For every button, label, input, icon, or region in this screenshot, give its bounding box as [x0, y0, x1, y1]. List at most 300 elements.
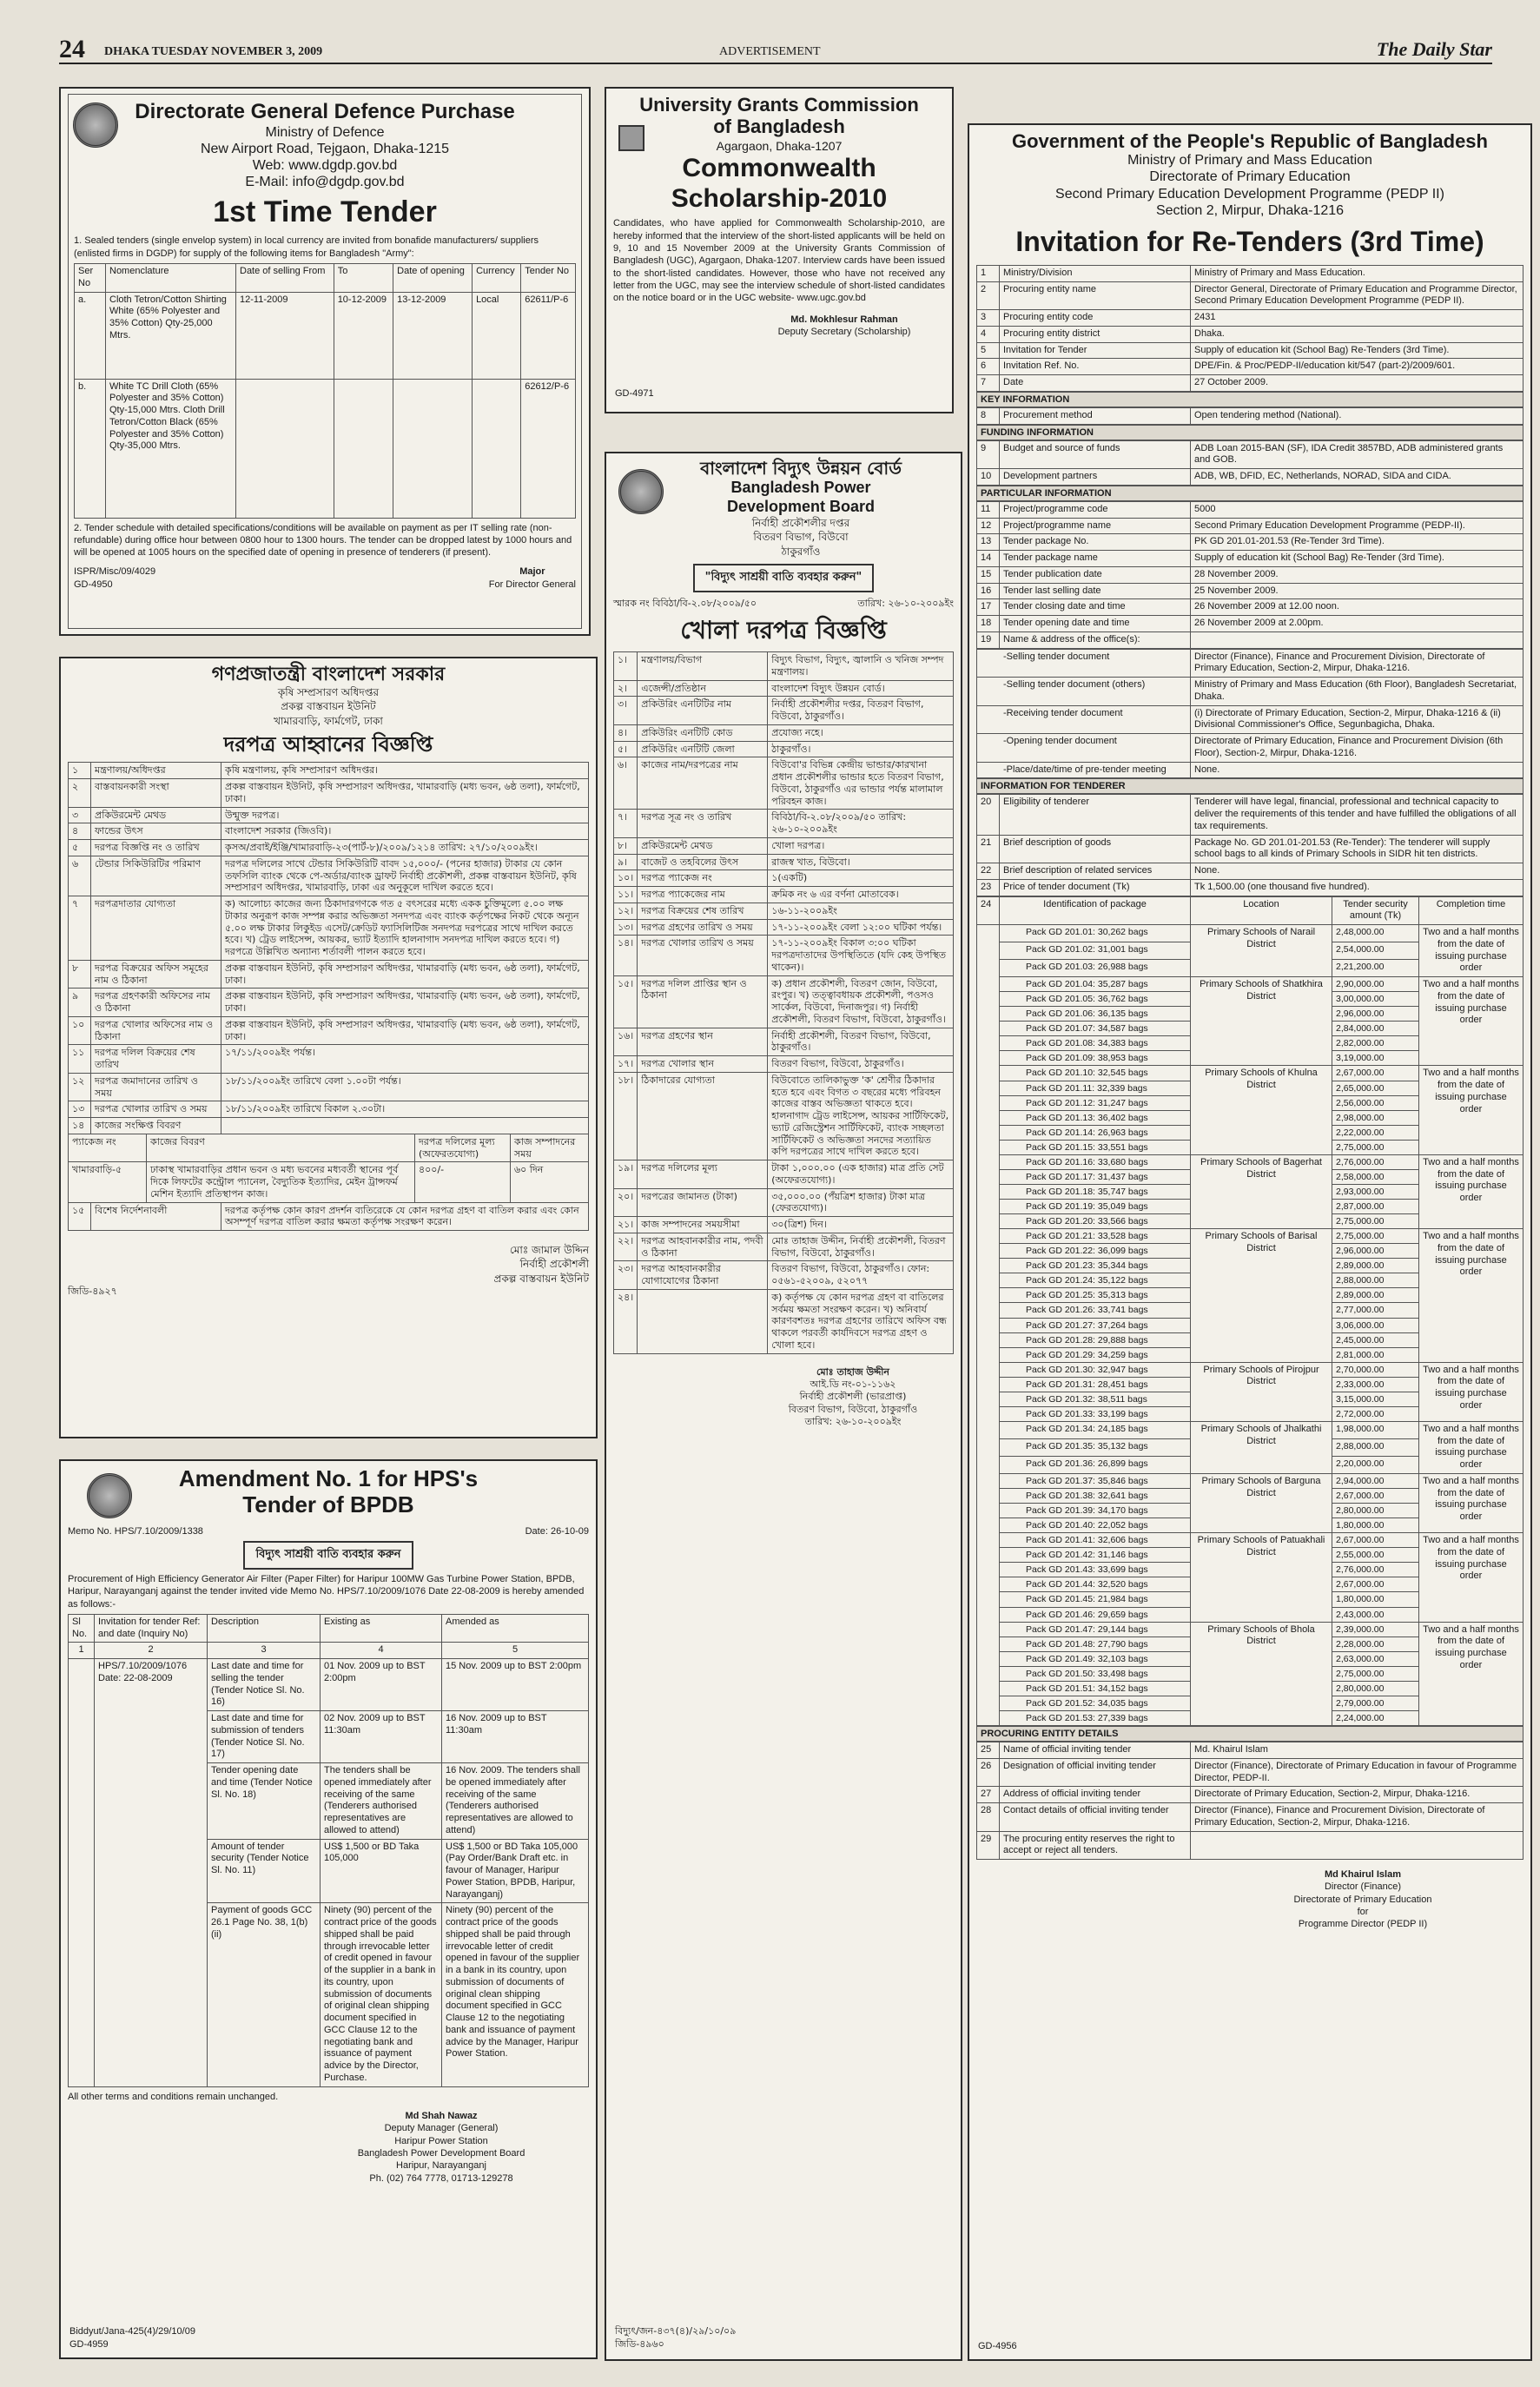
- cell: Pack GD 201.48: 27,790 bags: [1000, 1637, 1191, 1651]
- cell: -Place/date/time of pre-tender meeting: [977, 762, 1191, 778]
- cell: ১১: [69, 1045, 91, 1074]
- cell: ৬০ দিন: [511, 1162, 589, 1202]
- ugc-logo-icon: [618, 125, 644, 151]
- cell: 62612/P-6: [521, 379, 576, 518]
- cell: Two and a half months from the date of issuing purchase order: [1419, 1229, 1523, 1363]
- cell: ১৩।: [614, 919, 638, 936]
- cell: দরপত্র দলিলের সাথে টেন্ডার সিকিউরিটি বাবদ ১৫,০০০/- (পনের হাজার) টাকার যে কোন তফসিলি ব্যাংক থেকে পে-অর্ডার/ব্যাংক ড্রাফট নির্বাহী প্রকৌশলী, প্রকল্প বাস্তবায়ন ইউনিট, কৃষি সম্প্রসারণ অধিদপ্তর, খামারবাড়ি, ঢাকা এর অনুকূলে দাখিল করতে হবে।: [221, 856, 589, 896]
- cell: ১৭।: [614, 1056, 638, 1073]
- cell: বাংলাদেশ বিদ্যুৎ উন্নয়ন বোর্ড।: [768, 680, 954, 697]
- table-row: [614, 1233, 954, 1261]
- cell: ১৯।: [614, 1160, 638, 1189]
- cell: নির্বাহী প্রকৌশলীর দপ্তর, বিতরণ বিভাগ, বিউবো, ঠাকুরগাঁও।: [768, 697, 954, 725]
- bpdb-sub2: বিতরণ বিভাগ, বিউবো: [753, 531, 849, 544]
- cell: দরপত্র খোলার তারিখ ও সময়: [638, 936, 768, 975]
- cell: (i) Directorate of Primary Education, Section-2, Mirpur, Dhaka-1216 & (ii) Divisional Commissioner's Office, Segunbagicha, Dhaka.: [1191, 705, 1523, 734]
- agri-work-col: কাজ সম্পাদনের সময়: [511, 1134, 589, 1162]
- table-row: [977, 1533, 1523, 1548]
- cell: প্রকিউরমেন্ট মেথড: [91, 807, 221, 823]
- cell: Director (Finance), Directorate of Primary Education in favour of Programme Director, PEDP-II.: [1191, 1758, 1523, 1787]
- cell: 2,58,000.00: [1332, 1169, 1419, 1184]
- cell: Open tendering method (National).: [1191, 407, 1523, 424]
- table-row: [614, 1289, 954, 1353]
- table-row: [69, 1045, 589, 1074]
- cell: বিতরণ বিভাগ, বিউবো, ঠাকুরগাঁও। ফোন: ০৫৬১-৫২০০৯, ৫২০৭৭: [768, 1261, 954, 1290]
- cell: দরপত্র গ্রহণের তারিখ ও সময়: [638, 919, 768, 936]
- bpdb-logo-icon: [618, 469, 664, 514]
- table-row: [977, 407, 1523, 424]
- table-row: [977, 1758, 1523, 1787]
- dgdp-note: 2. Tender schedule with detailed specifications/conditions will be available on payment as per IT selling rate (non-refundable) during office hour between 0800 hour to 1300 hours. The tender can be dropped latest by 1000 hours and will be opened at 1005 hours on the specified date of opening in presence of tenderers (if present).: [74, 522, 572, 559]
- cell: দরপত্র গ্রহণের স্থান: [638, 1028, 768, 1056]
- cell: 29: [977, 1831, 1000, 1860]
- ugc-headline2: Scholarship-2010: [671, 183, 888, 213]
- ugc-title2: of Bangladesh: [713, 116, 845, 138]
- agri-title: গণপ্রজাতন্ত্রী বাংলাদেশ সরকার: [211, 664, 446, 685]
- cell: ক) কর্তৃপক্ষ যে কোন দরপত্র গ্রহণ বা বাতিলের সর্বময় ক্ষমতা সংরক্ষণ করেন। খ) অনিবার্য কারণবশতঃ দরপত্র গ্রহণের তারিখে অফিস বন্ধ থাকলে পরবর্তী কার্যদিবসে দরপত্র গ্রহণ ও খোলা হবে।: [768, 1289, 954, 1353]
- cell: 9: [977, 440, 1000, 469]
- paper-name: The Daily Star: [1376, 38, 1492, 60]
- cell: ১৫।: [614, 975, 638, 1028]
- bpdb-gd: জিডি-৪৯৬০: [615, 2337, 664, 2350]
- cell: Director (Finance), Finance and Procurement Division, Directorate of Primary Education, Section-2, Mirpur, Dhaka-1216.: [1191, 1803, 1523, 1832]
- table-row: [977, 762, 1523, 778]
- cell: ২৪।: [614, 1289, 638, 1353]
- hps-stamp: বিদ্যুৎ সাশ্রয়ী বাতি ব্যবহার করুন: [243, 1541, 413, 1570]
- table-row: [69, 840, 589, 856]
- table-row: [75, 379, 576, 518]
- cell: ২: [69, 779, 91, 808]
- dgdp-seal-icon: [73, 102, 118, 148]
- cell: ৪: [69, 823, 91, 840]
- cell: [1191, 1831, 1523, 1860]
- cell: 21: [977, 835, 1000, 863]
- cell: Address of official inviting tender: [1000, 1787, 1191, 1803]
- cell: Two and a half months from the date of issuing purchase order: [1419, 1362, 1523, 1421]
- hps-intro: Procurement of High Efficiency Generator Air Filter (Paper Filter) for Haripur 100MW Gas Turbine Power Station, BPDB, Haripur, Narayanganj against the tender invited vide Memo No. HPS/7.10/2009/1076 Date 22-08-2009 is hereby amended as follows:-: [68, 1574, 585, 1610]
- cell: Local: [473, 292, 521, 379]
- cell: টাকা ১,০০০.০০ (এক হাজার) মাত্র প্রতি সেট (অফেরতযোগ্য)।: [768, 1160, 954, 1189]
- cell: 2,93,000.00: [1332, 1184, 1419, 1199]
- cell: ২৩।: [614, 1261, 638, 1290]
- cell: ২০।: [614, 1188, 638, 1217]
- bpdb-seal-icon: [87, 1473, 132, 1518]
- cell: 2,67,000.00: [1332, 1489, 1419, 1504]
- dgdp-headline: 1st Time Tender: [213, 195, 437, 229]
- table-row: [69, 823, 589, 840]
- cell: Pack GD 201.46: 29,659 bags: [1000, 1607, 1191, 1622]
- table-row: [69, 807, 589, 823]
- ugc-title1: University Grants Commission: [639, 94, 919, 116]
- cell: Pack GD 201.39: 34,170 bags: [1000, 1504, 1191, 1518]
- ugc-gd: GD-4971: [615, 387, 654, 399]
- bpdb-stamp: "বিদ্যুৎ সাশ্রয়ী বাতি ব্যবহার করুন": [693, 564, 875, 592]
- cell: Pack GD 201.30: 32,947 bags: [1000, 1362, 1191, 1377]
- cell: Procuring entity name: [1000, 281, 1191, 310]
- cell: দরপত্র প্যাকেজের নাম: [638, 887, 768, 903]
- bpdb-title-bn: বাংলাদেশ বিদ্যুৎ উন্নয়ন বোর্ড: [700, 458, 902, 479]
- cell: 16: [977, 583, 1000, 599]
- cell: কৃষি মন্ত্রণালয়, কৃষি সম্প্রসারণ অধিদপ্তর।: [221, 763, 589, 779]
- cell: ADB, WB, DFID, EC, Netherlands, NORAD, SIDA and CIDA.: [1191, 469, 1523, 486]
- table-row: [977, 678, 1523, 706]
- cell: Primary Schools of Barguna District: [1191, 1473, 1332, 1532]
- cell: কাজের নাম/দরপত্রের নাম: [638, 757, 768, 810]
- cell: Tender closing date and time: [1000, 599, 1191, 616]
- cell: Invitation for Tender: [1000, 342, 1191, 359]
- agri-sign-unit: প্রকল্প বাস্তবায়ন ইউনিট: [493, 1272, 589, 1285]
- table-row: [69, 1659, 589, 1711]
- cell: 22: [977, 863, 1000, 880]
- table-row: [977, 1622, 1523, 1637]
- cell: ১(একটি): [768, 870, 954, 887]
- hps-title1: Amendment No. 1 for HPS's: [178, 1465, 479, 1491]
- table-row: [614, 741, 954, 757]
- cell: 2,77,000.00: [1332, 1303, 1419, 1318]
- cell: এজেন্সী/প্রতিষ্ঠান: [638, 680, 768, 697]
- cell: দরপত্রদাতার যোগ্যতা: [91, 896, 221, 961]
- pedp-table: [976, 440, 1523, 486]
- dgdp-table: [74, 263, 576, 519]
- cell: 19: [977, 631, 1000, 648]
- cell: 2,75,000.00: [1332, 1214, 1419, 1229]
- cell: Two and a half months from the date of issuing purchase order: [1419, 1533, 1523, 1622]
- cell: Director General, Directorate of Primary Education and Programme Director, Second Primary Education Development Programme (PEDP II).: [1191, 281, 1523, 310]
- cell: ১৬।: [614, 1028, 638, 1056]
- pedp-table: [976, 794, 1523, 896]
- cell: খামারবাড়ি-৫: [69, 1162, 147, 1202]
- table-row: [977, 1421, 1523, 1438]
- table-row: [614, 1217, 954, 1233]
- cell: 2,98,000.00: [1332, 1110, 1419, 1125]
- cell: 2,75,000.00: [1332, 1666, 1419, 1681]
- cell: বাস্তবায়নকারী সংস্থা: [91, 779, 221, 808]
- hps-sign-org1: Haripur Power Station: [394, 2135, 488, 2146]
- cell: 3: [977, 310, 1000, 327]
- cell: Ministry of Primary and Mass Education.: [1191, 265, 1523, 281]
- table-row: [977, 281, 1523, 310]
- dgdp-sign-rank: Major: [519, 566, 545, 578]
- cell: US$ 1,500 or BD Taka 105,000: [321, 1839, 442, 1903]
- cell: 2: [977, 281, 1000, 310]
- cell: ১।: [614, 652, 638, 681]
- cell: 5000: [1191, 501, 1523, 518]
- cell: Last date and time for submission of tenders (Tender Notice Sl. No. 17): [208, 1711, 321, 1763]
- table-row: [977, 518, 1523, 534]
- cell: Pack GD 201.21: 33,528 bags: [1000, 1229, 1191, 1244]
- cell: Pack GD 201.08: 34,383 bags: [1000, 1036, 1191, 1051]
- hps-sign-org2: Bangladesh Power Development Board: [357, 2147, 525, 2159]
- dgdp-email[interactable]: E-Mail: info@dgdp.gov.bd: [245, 175, 405, 190]
- table-row: [614, 870, 954, 887]
- cell: Tender publication date: [1000, 566, 1191, 583]
- cell: 1,98,000.00: [1332, 1421, 1419, 1438]
- hps-title2: Tender of BPDB: [242, 1491, 414, 1517]
- cell: Pack GD 201.29: 34,259 bags: [1000, 1347, 1191, 1362]
- cell: ১: [69, 763, 91, 779]
- cell: 2,76,000.00: [1332, 1563, 1419, 1577]
- bpdb-sign-id: আই.ডি নং-০১-১১৬২: [810, 1379, 896, 1391]
- cell: প্রযোজ্য নহে।: [768, 724, 954, 741]
- cell: কাজের সংক্ষিপ্ত বিবরণ: [91, 1118, 221, 1134]
- cell: Ministry of Primary and Mass Education (6th Floor), Bangladesh Secretariat, Dhaka.: [1191, 678, 1523, 706]
- agri-sub2: প্রকল্প বাস্তবায়ন ইউনিট: [281, 700, 376, 713]
- cell: 27: [977, 1787, 1000, 1803]
- cell: Amount of tender security (Tender Notice Sl. No. 11): [208, 1839, 321, 1903]
- pedp-ministry: Ministry of Primary and Mass Education: [1127, 153, 1372, 169]
- bpdb-sign-date: তারিখ: ২৬-১০-২০০৯ইং: [804, 1415, 902, 1427]
- cell: 10-12-2009: [334, 292, 393, 379]
- agri-work-col: দরপত্র দলিলের মূল্য (অফেরতযোগ্য): [415, 1134, 511, 1162]
- cell: Pack GD 201.14: 26,963 bags: [1000, 1125, 1191, 1140]
- cell: Pack GD 201.20: 33,566 bags: [1000, 1214, 1191, 1229]
- cell: Tender package No.: [1000, 534, 1191, 551]
- pedp-package-table: [976, 896, 1523, 1726]
- cell: [393, 379, 473, 518]
- cell: Tender package name: [1000, 551, 1191, 567]
- cell: 16 Nov. 2009. The tenders shall be opened immediately after receiving of the same (Tenderers authorised representatives are allowed to attend): [442, 1763, 589, 1840]
- cell: Date: [1000, 375, 1191, 392]
- cell: 28: [977, 1803, 1000, 1832]
- cell: Ninety (90) percent of the contract price of the goods shipped shall be paid through irrevocable letter of credit opened in favour of the supplier in a bank in its country, upon submission of documents of original clean shipping document specified in GCC Clause 12 to the negotiating bank and issuance of payment advice by the Manager, Haripur Power Station.: [442, 1903, 589, 2086]
- cell: 3,15,000.00: [1332, 1392, 1419, 1406]
- agri-table: [68, 762, 589, 1134]
- cell: 2,89,000.00: [1332, 1259, 1419, 1273]
- agri-sub1: কৃষি সম্প্রসারণ অধিদপ্তর: [277, 686, 380, 699]
- cell: 1: [69, 1643, 95, 1659]
- cell: বাজেট ও তহবিলের উৎস: [638, 854, 768, 870]
- cell: 26 November 2009 at 2.00pm.: [1191, 616, 1523, 632]
- cell: Pack GD 201.38: 32,641 bags: [1000, 1489, 1191, 1504]
- pedp-addr: Section 2, Mirpur, Dhaka-1216: [1155, 202, 1345, 218]
- dgdp-col: Nomenclature: [106, 264, 236, 293]
- dgdp-col: To: [334, 264, 393, 293]
- cell: দরপত্র জমাদানের তারিখ ও সময়: [91, 1073, 221, 1101]
- table-row: [977, 795, 1523, 835]
- cell: ৩।: [614, 697, 638, 725]
- table-row: [977, 977, 1523, 992]
- agri-headline: দরপত্র আহ্বানের বিজ্ঞপ্তি: [223, 731, 433, 757]
- cell: Pack GD 201.47: 29,144 bags: [1000, 1622, 1191, 1637]
- agri-tender-ad: [59, 657, 598, 1438]
- cell: Two and a half months from the date of issuing purchase order: [1419, 977, 1523, 1066]
- section-header: PROCURING ENTITY DETAILS: [976, 1726, 1523, 1742]
- table-row: [614, 975, 954, 1028]
- cell: Tender last selling date: [1000, 583, 1191, 599]
- cell: 1,80,000.00: [1332, 1592, 1419, 1607]
- cell: 2,89,000.00: [1332, 1288, 1419, 1303]
- table-row: [69, 896, 589, 961]
- ugc-headline1: Commonwealth: [682, 154, 876, 183]
- cell: ঠিকাদারের যোগ্যতা: [638, 1072, 768, 1160]
- cell: Pack GD 201.37: 35,846 bags: [1000, 1473, 1191, 1488]
- cell: Pack GD 201.07: 34,587 bags: [1000, 1022, 1191, 1036]
- cell: Dhaka.: [1191, 326, 1523, 342]
- cell: রাজস্ব খাত, বিউবো।: [768, 854, 954, 870]
- cell: 2,45,000.00: [1332, 1332, 1419, 1347]
- cell: None.: [1191, 863, 1523, 880]
- dgdp-ref: ISPR/Misc/09/4029: [74, 566, 156, 578]
- hps-col: Amended as: [442, 1614, 589, 1643]
- cell: 2: [95, 1643, 208, 1659]
- cell: Brief description of goods: [1000, 835, 1191, 863]
- table-row: [75, 292, 576, 379]
- dgdp-web[interactable]: Web: www.dgdp.gov.bd: [252, 157, 398, 173]
- table-row: [614, 810, 954, 838]
- cell: Pack GD 201.18: 35,747 bags: [1000, 1184, 1191, 1199]
- cell: Directorate of Primary Education, Finance and Procurement Division (6th Floor), Section-2, Mirpur, Dhaka-1216.: [1191, 734, 1523, 763]
- cell: Pack GD 201.11: 32,339 bags: [1000, 1081, 1191, 1095]
- hps-sign-ph: Ph. (02) 764 7778, 01713-129278: [369, 2172, 513, 2184]
- table-row: [614, 919, 954, 936]
- cell: Primary Schools of Bagerhat District: [1191, 1154, 1332, 1228]
- cell: Project/programme code: [1000, 501, 1191, 518]
- table-row: [977, 566, 1523, 583]
- agri-work-table: [68, 1134, 589, 1203]
- cell: Pack GD 201.16: 33,680 bags: [1000, 1154, 1191, 1169]
- cell: 2,75,000.00: [1332, 1140, 1419, 1154]
- agri-sign-name: মোঃ জামাল উদ্দিন: [509, 1244, 589, 1257]
- cell: বিউবো'র বিভিন্ন কেন্দ্রীয় ভান্ডার/কারখানা প্রধান প্রকৌশলীর ভান্ডার হতে বিতরণ বিভাগ, বিউবো, ঠাকুরগাঁও এর ভান্ডার পর্যন্ত মালামাল পরিবহন কাজ।: [768, 757, 954, 810]
- cell: Tender opening date and time: [1000, 616, 1191, 632]
- cell: ১৫: [69, 1202, 91, 1231]
- ugc-ad: [605, 87, 954, 413]
- cell: 12: [977, 518, 1000, 534]
- cell: প্রকল্প বাস্তবায়ন ইউনিট, কৃষি সম্প্রসারণ অধিদপ্তর, খামারবাড়ি (মধ্য ভবন, ৬ষ্ঠ তলা), ফার্মগেট, ঢাকা।: [221, 989, 589, 1017]
- cell: ১২: [69, 1073, 91, 1101]
- table-row: [977, 440, 1523, 469]
- table-row: [977, 1362, 1523, 1377]
- section-header: INFORMATION FOR TENDERER: [976, 778, 1523, 794]
- table-row: [977, 925, 1523, 942]
- cell: Primary Schools of Bhola District: [1191, 1622, 1332, 1725]
- cell: 1,80,000.00: [1332, 1518, 1419, 1533]
- cell: [638, 1289, 768, 1353]
- cell: কৃসঅ/প্রবাই/ইঞ্জি/খামারবাড়ি-২৩(পার্ট-৮)/২০০৯/১২১৪ তারিখ: ২৭/১০/২০০৯ইং।: [221, 840, 589, 856]
- cell: The tenders shall be opened immediately after receiving of the same (Tenderers authorised representatives are allowed to attend): [321, 1763, 442, 1840]
- cell: 5: [442, 1643, 589, 1659]
- cell: Pack GD 201.43: 33,699 bags: [1000, 1563, 1191, 1577]
- cell: 2,20,000.00: [1332, 1456, 1419, 1473]
- cell: প্রকল্প বাস্তবায়ন ইউনিট, কৃষি সম্প্রসারণ অধিদপ্তর, খামারবাড়ি (মধ্য ভবন, ৬ষ্ঠ তলা), ফার্মগেট, ঢাকা।: [221, 779, 589, 808]
- cell: ৪।: [614, 724, 638, 741]
- cell: খোলা দরপত্র।: [768, 837, 954, 854]
- section-header: FUNDING INFORMATION: [976, 425, 1523, 440]
- table-row: [69, 1118, 589, 1134]
- table-row: [977, 599, 1523, 616]
- dgdp-ministry: Ministry of Defence: [265, 124, 385, 140]
- table-row: [614, 652, 954, 681]
- cell: ADB Loan 2015-BAN (SF), IDA Credit 3857BD, ADB administered grants and GOB.: [1191, 440, 1523, 469]
- cell: Pack GD 201.02: 31,001 bags: [1000, 942, 1191, 960]
- cell: Pack GD 201.10: 32,545 bags: [1000, 1066, 1191, 1081]
- cell: ক্রমিক নং ৬ এর বর্ণনা মোতাবেক।: [768, 887, 954, 903]
- pedp-dir: Directorate of Primary Education: [1149, 169, 1351, 185]
- hps-col: Description: [208, 1614, 321, 1643]
- page-number: 24: [59, 35, 85, 63]
- pedp-table: [976, 1742, 1523, 1860]
- cell: Two and a half months from the date of issuing purchase order: [1419, 1421, 1523, 1473]
- cell: 2,67,000.00: [1332, 1533, 1419, 1548]
- pedp-table: [976, 501, 1523, 649]
- table-row: [977, 551, 1523, 567]
- table-row: [977, 1229, 1523, 1244]
- hps-ref-bottom: Biddyut/Jana-425(4)/29/10/09: [69, 2326, 195, 2337]
- table-row: [977, 375, 1523, 392]
- cell: ৯: [69, 989, 91, 1017]
- table-row: [614, 854, 954, 870]
- cell: 2,81,000.00: [1332, 1347, 1419, 1362]
- cell: দরপত্র বিজ্ঞপ্তি নং ও তারিখ: [91, 840, 221, 856]
- agri-work-col: কাজের বিবরণ: [147, 1134, 415, 1162]
- cell: দরপত্র খোলার তারিখ ও সময়: [91, 1101, 221, 1118]
- cell: ক) প্রধান প্রকৌশলী, বিতরণ জোন, বিউবো, রংপুর। খ) তত্ত্বাবধায়ক প্রকৌশলী, পওসও সার্কেল, বিউবো, দিনাজপুর। গ) নির্বাহী প্রকৌশলী, বিতরণ বিভাগ, বিউবো, ঠাকুরগাঁও।: [768, 975, 954, 1028]
- cell: Two and a half months from the date of issuing purchase order: [1419, 1066, 1523, 1154]
- cell: 18: [977, 616, 1000, 632]
- cell: 15: [977, 566, 1000, 583]
- table-row: [977, 631, 1523, 648]
- cell: 2,90,000.00: [1332, 977, 1419, 992]
- cell: Pack GD 201.22: 36,099 bags: [1000, 1244, 1191, 1259]
- cell: Primary Schools of Barisal District: [1191, 1229, 1332, 1363]
- cell: Pack GD 201.24: 35,122 bags: [1000, 1273, 1191, 1288]
- table-row: [977, 896, 1523, 925]
- cell: Two and a half months from the date of issuing purchase order: [1419, 1154, 1523, 1228]
- dgdp-title: Directorate General Defence Purchase: [135, 100, 515, 123]
- cell: Pack GD 201.40: 22,052 bags: [1000, 1518, 1191, 1533]
- cell: 2,80,000.00: [1332, 1504, 1419, 1518]
- cell: 2,84,000.00: [1332, 1022, 1419, 1036]
- section-header: KEY INFORMATION: [976, 392, 1523, 407]
- cell: ঠাকুরগাঁও।: [768, 741, 954, 757]
- cell: Pack GD 201.13: 36,402 bags: [1000, 1110, 1191, 1125]
- table-row: [977, 835, 1523, 863]
- table-row: [977, 1066, 1523, 1081]
- table-row: [69, 1162, 589, 1202]
- pedp-sign-name: Md Khairul Islam: [1324, 1869, 1402, 1881]
- dgdp-address: New Airport Road, Tejgaon, Dhaka-1215: [200, 141, 450, 156]
- cell: প্রকিউরিং এনটিটি জেলা: [638, 741, 768, 757]
- bpdb-table: [613, 651, 954, 1354]
- cell: 3,06,000.00: [1332, 1318, 1419, 1332]
- cell: Pack GD 201.41: 32,606 bags: [1000, 1533, 1191, 1548]
- agri-work-col: প্যাকেজ নং: [69, 1134, 147, 1162]
- cell: Pack GD 201.25: 35,313 bags: [1000, 1288, 1191, 1303]
- cell: Pack GD 201.12: 31,247 bags: [1000, 1095, 1191, 1110]
- cell: ১২।: [614, 903, 638, 919]
- table-row: [977, 1742, 1523, 1759]
- table-row: [977, 863, 1523, 880]
- hps-table: [68, 1614, 589, 2087]
- cell: Payment of goods GCC 26.1 Page No. 38, 1(b) (ii): [208, 1903, 321, 2086]
- table-row: [614, 1261, 954, 1290]
- cell: ১৮/১১/২০০৯ইং তারিখে বিকাল ২.৩০টা।: [221, 1101, 589, 1118]
- cell: None.: [1191, 762, 1523, 778]
- cell: 1: [977, 265, 1000, 281]
- cell: 7: [977, 375, 1000, 392]
- cell: দরপত্র প্যাকেজ নং: [638, 870, 768, 887]
- table-row: [614, 887, 954, 903]
- cell: 4: [321, 1643, 442, 1659]
- cell: নির্বাহী প্রকৌশলী, বিতরণ বিভাগ, বিউবো, ঠাকুরগাঁও।: [768, 1028, 954, 1056]
- cell: [236, 379, 334, 518]
- cell: -Opening tender document: [977, 734, 1191, 763]
- bpdb-memo: স্মারক নং বিবিঠা/বি-২.০৮/২০০৯/৫০: [613, 597, 757, 609]
- cell: 25 November 2009.: [1191, 583, 1523, 599]
- cell: বিশেষ নির্দেশনাবলী: [91, 1202, 221, 1231]
- cell: Directorate of Primary Education, Section-2, Mirpur, Dhaka-1216.: [1191, 1787, 1523, 1803]
- cell: 12-11-2009: [236, 292, 334, 379]
